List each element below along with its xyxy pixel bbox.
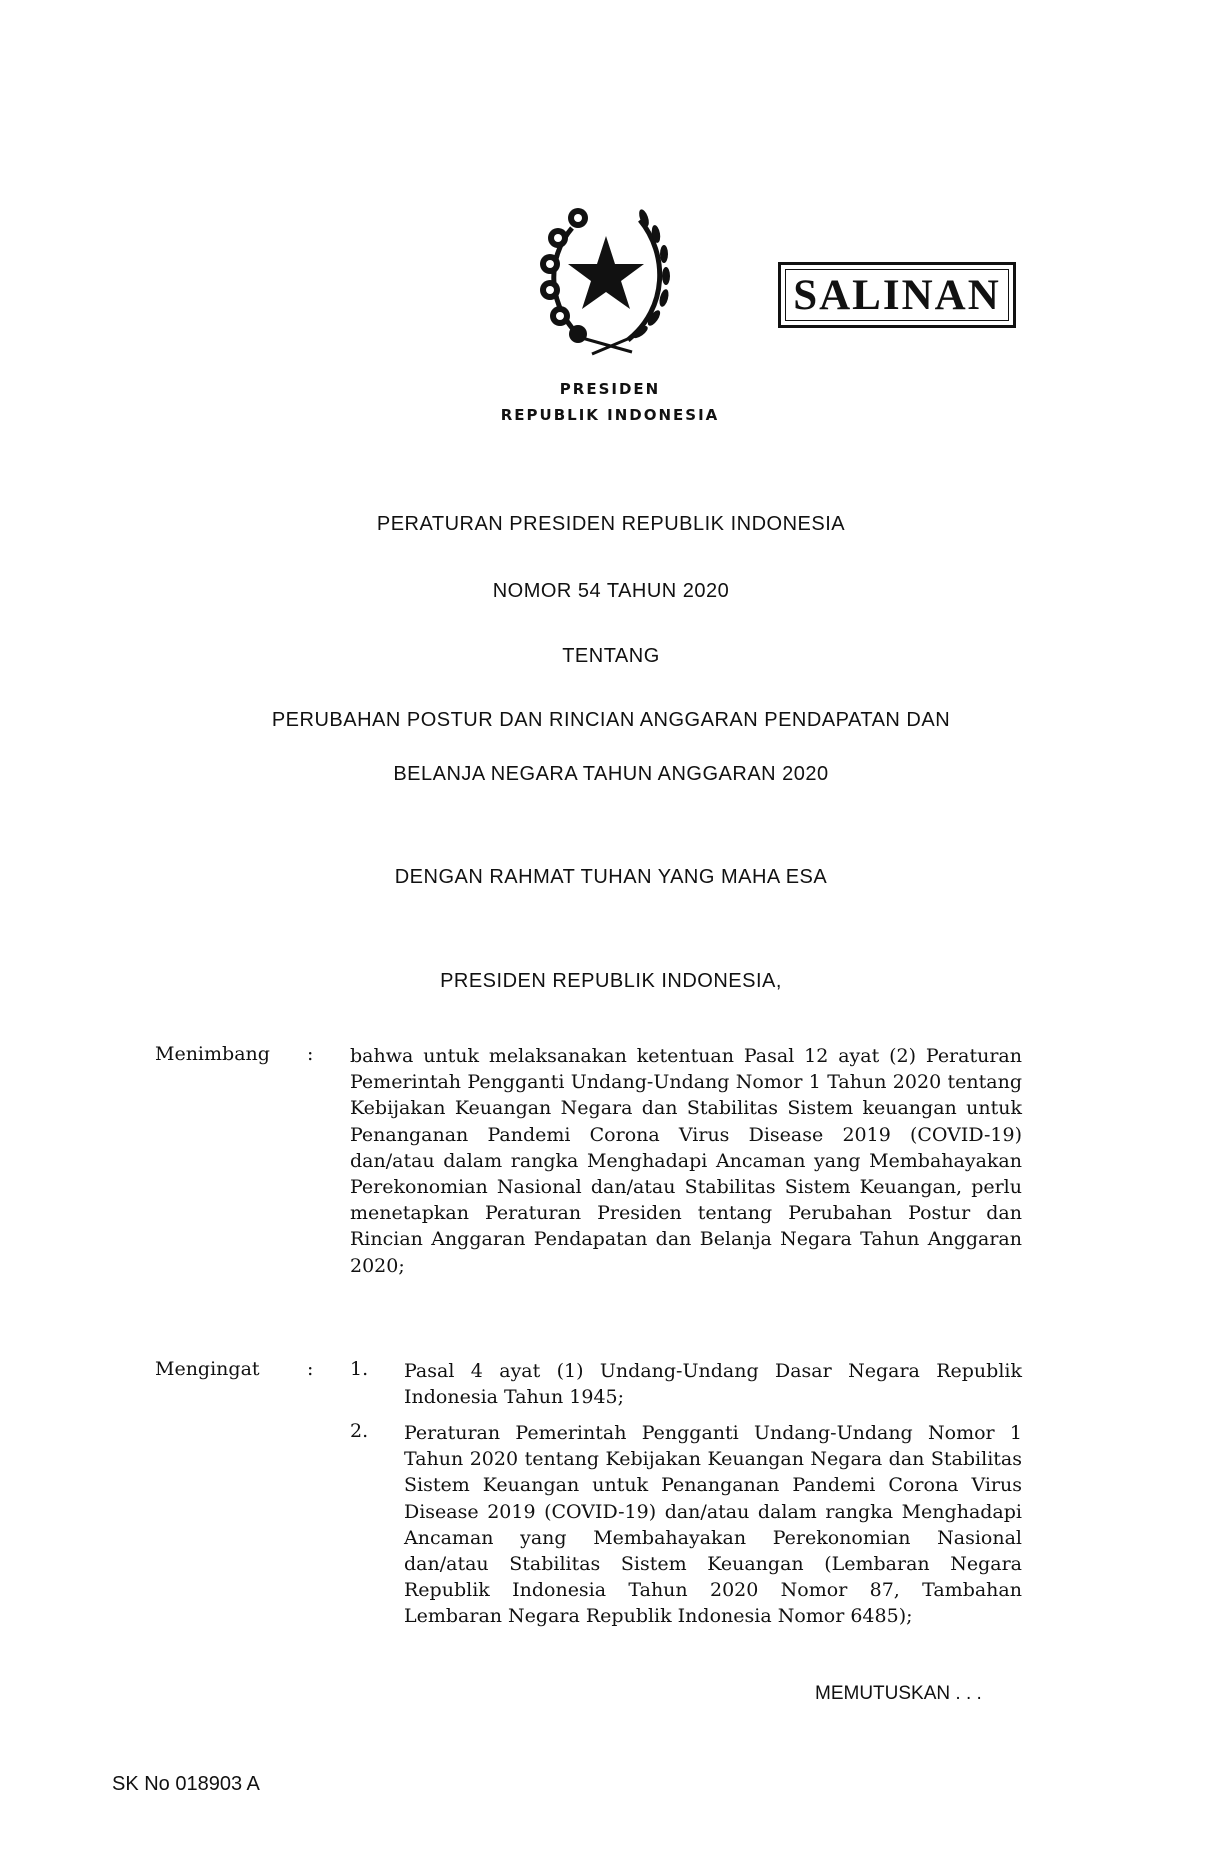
menimbang-label: Menimbang xyxy=(155,1043,270,1065)
menimbang-text: bahwa untuk melaksanakan ketentuan Pasal 12 ayat (2) Peraturan Pemerintah Pengganti Undang-Undang Nomor 1 Tahun 2020 tentang Kebijakan Keuangan Negara dan Stabilitas Sistem keuangan untuk Penanganan Pandemi Corona Virus Disease 2019 (COVID-19) dan/atau dalam rangka Menghadapi Ancaman yang Membahayakan Perekonomian Nasional dan/atau Stabilitas Sistem Keuangan, perlu menetapkan Peraturan Presiden tentang Perubahan Postur dan Rincian Anggaran Pendapatan dan Belanja Negara Tahun Anggaran 2020; xyxy=(350,1045,1022,1277)
mengingat-colon: : xyxy=(307,1358,314,1380)
presidential-seal-icon xyxy=(532,198,680,358)
issuer: PRESIDEN REPUBLIK INDONESIA, xyxy=(440,970,782,992)
regulation-tentang: TENTANG xyxy=(562,645,660,667)
regulation-subject-line1: PERUBAHAN POSTUR DAN RINCIAN ANGGARAN PENDAPATAN DAN xyxy=(271,709,951,731)
seal-caption-republik: REPUBLIK INDONESIA xyxy=(500,406,720,424)
mengingat-label: Mengingat xyxy=(155,1358,260,1380)
regulation-number: NOMOR 54 TAHUN 2020 xyxy=(492,580,730,602)
salinan-stamp xyxy=(778,262,1016,328)
mengingat-item-text: Peraturan Pemerintah Pengganti Undang-Undang Nomor 1 Tahun 2020 tentang Kebijakan Keuangan Negara dan Stabilitas Sistem Keuangan untuk Penanganan Pandemi Corona Virus Disease 2019 (COVID-19) dan/atau dalam rangka Menghadapi Ancaman yang Membahayakan Perekonomian Nasional dan/atau Stabilitas Sistem Keuangan (Lembaran Negara Republik Indonesia Tahun 2020 Nomor 87, Tambahan Lembaran Negara Republik Indonesia Nomor 6485); xyxy=(404,1422,1022,1628)
menimbang-colon: : xyxy=(307,1043,314,1065)
regulation-title: PERATURAN PRESIDEN REPUBLIK INDONESIA xyxy=(376,513,846,535)
mengingat-item-text: Pasal 4 ayat (1) Undang-Undang Dasar Negara Republik Indonesia Tahun 1945; xyxy=(404,1360,1022,1409)
seal-caption-presiden: PRESIDEN xyxy=(559,380,661,398)
sk-serial-number: SK No 018903 A xyxy=(112,1773,260,1795)
invocation: DENGAN RAHMAT TUHAN YANG MAHA ESA xyxy=(394,866,828,888)
catchword-memutuskan: MEMUTUSKAN . . . xyxy=(815,1683,982,1704)
stamp-label: SALINAN xyxy=(793,271,1001,319)
mengingat-item-number: 1. xyxy=(350,1358,369,1380)
regulation-subject-line2: BELANJA NEGARA TAHUN ANGGARAN 2020 xyxy=(393,763,829,785)
mengingat-item-number: 2. xyxy=(350,1420,369,1442)
